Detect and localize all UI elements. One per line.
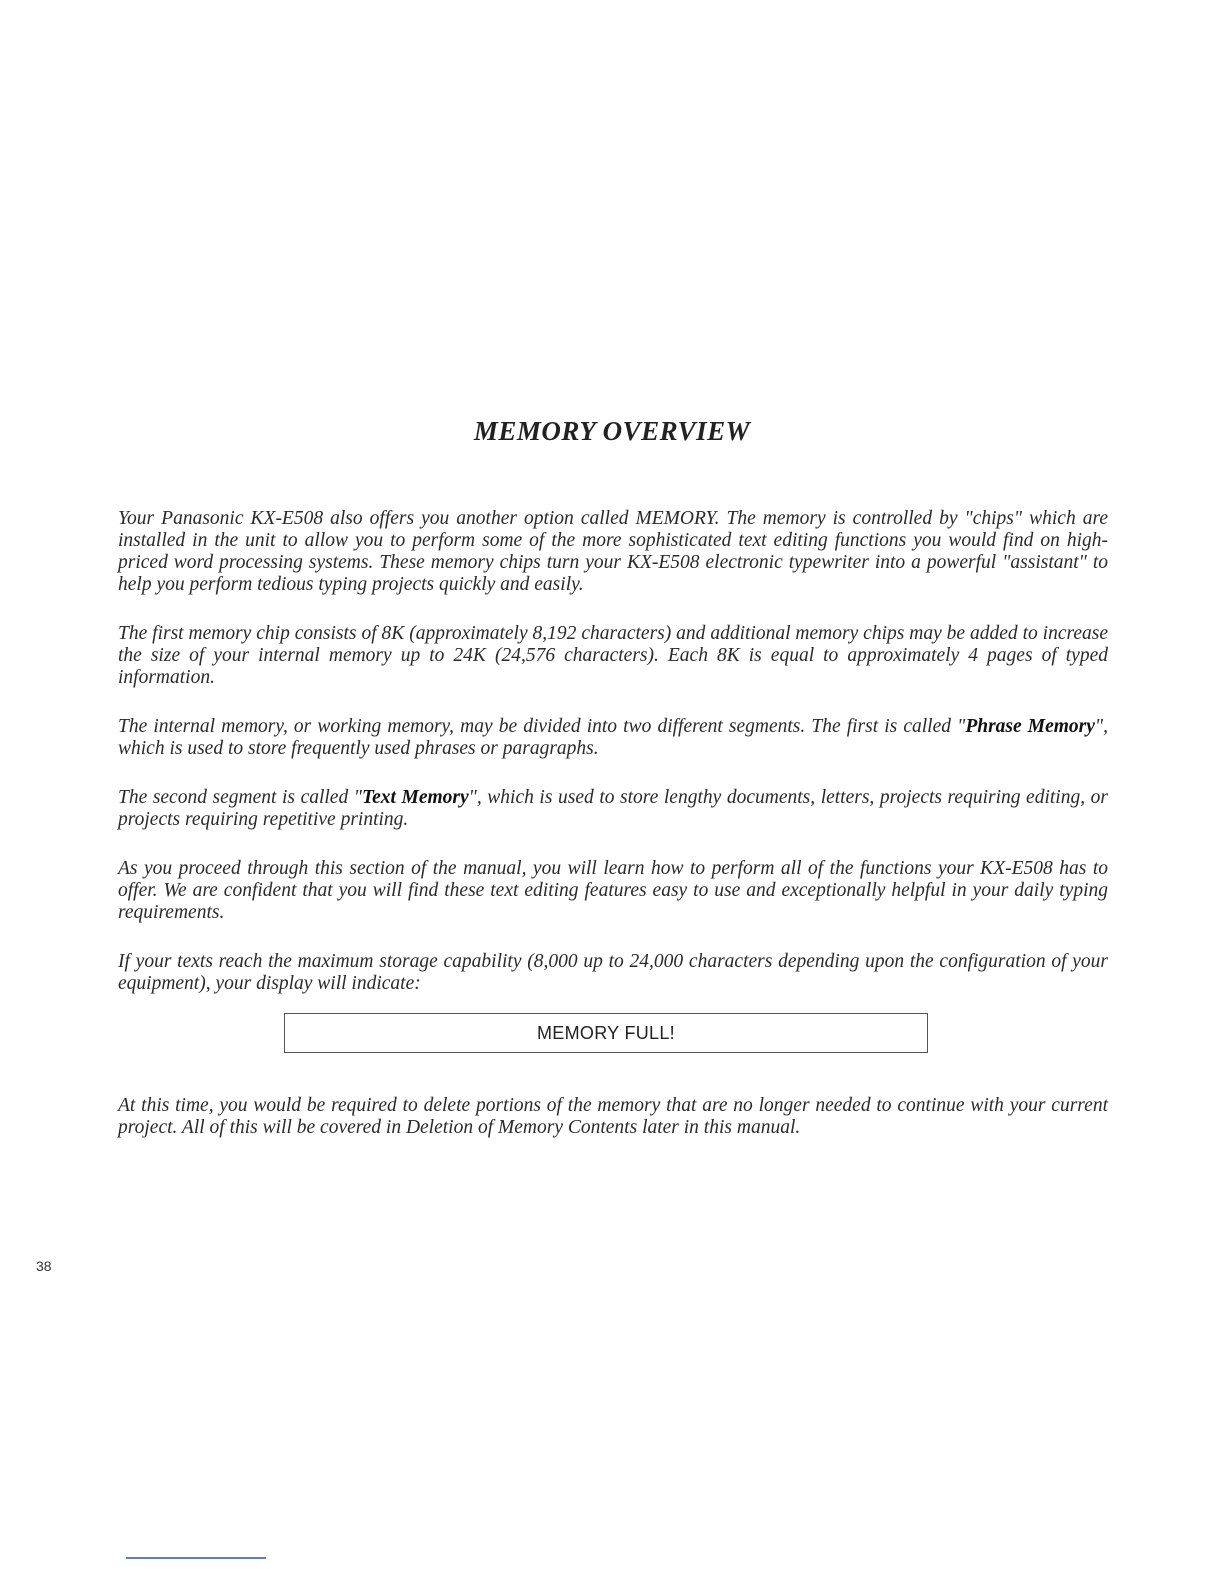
page-title: MEMORY OVERVIEW (473, 416, 751, 446)
paragraph-segments (118, 716, 1108, 760)
memory-full-display: MEMORY FULL! (284, 1013, 928, 1053)
page-number: 38 (36, 1258, 52, 1274)
paragraph-storage-limit: If your texts reach the maximum storage capability (8,000 up to 24,000 characters depending upon the configuration of your equipment), your display will indicate: (118, 951, 1108, 994)
term-phrase-memory: Phrase Memory (965, 716, 1095, 737)
paragraph-memory-chip: The first memory chip consists of 8K (approximately 8,192 characters) and additional memory chips may be added to increase the size of your internal memory up to 24K (24,576 characters). Each 8K is equal to approximately 4 pages of typed information. (118, 623, 1108, 688)
footer-divider (126, 1557, 266, 1559)
paragraph-segments-text-end: ", which is used to store frequently used phrases or paragraphs. (118, 716, 1108, 759)
paragraph-text-memory-start: The second segment is called " (118, 787, 362, 808)
paragraph-proceed: As you proceed through this section of the manual, you will learn how to perform all of the functions your KX-E508 has to offer. We are confident that you will find these text editing features easy to use and exceptionally helpful in your daily typing requirements. (118, 858, 1108, 923)
paragraph-text-memory (118, 787, 1108, 831)
paragraph-segments-text-start: The internal memory, or working memory, may be divided into two different segments. The first is called " (118, 716, 966, 737)
body-text (118, 508, 1108, 1166)
term-text-memory: Text Memory (361, 787, 469, 808)
paragraph-delete-portions: At this time, you would be required to delete portions of the memory that are no longer needed to continue with your current project. All of this will be covered in Deletion of Memory Contents later in this manual. (118, 1095, 1108, 1138)
paragraph-intro: Your Panasonic KX-E508 also offers you another option called MEMORY. The memory is controlled by "chips" which are installed in the unit to allow you to perform some of the more sophisticated text editing functions you would find on high-priced word processing systems. These memory chips turn your KX-E508 electronic typewriter into a powerful "assistant" to help you perform tedious typing projects quickly and easily. (118, 508, 1108, 595)
paragraph-text-memory-end: ", which is used to store lengthy documents, letters, projects requiring editing, or projects requiring repetitive printing. (118, 787, 1108, 830)
